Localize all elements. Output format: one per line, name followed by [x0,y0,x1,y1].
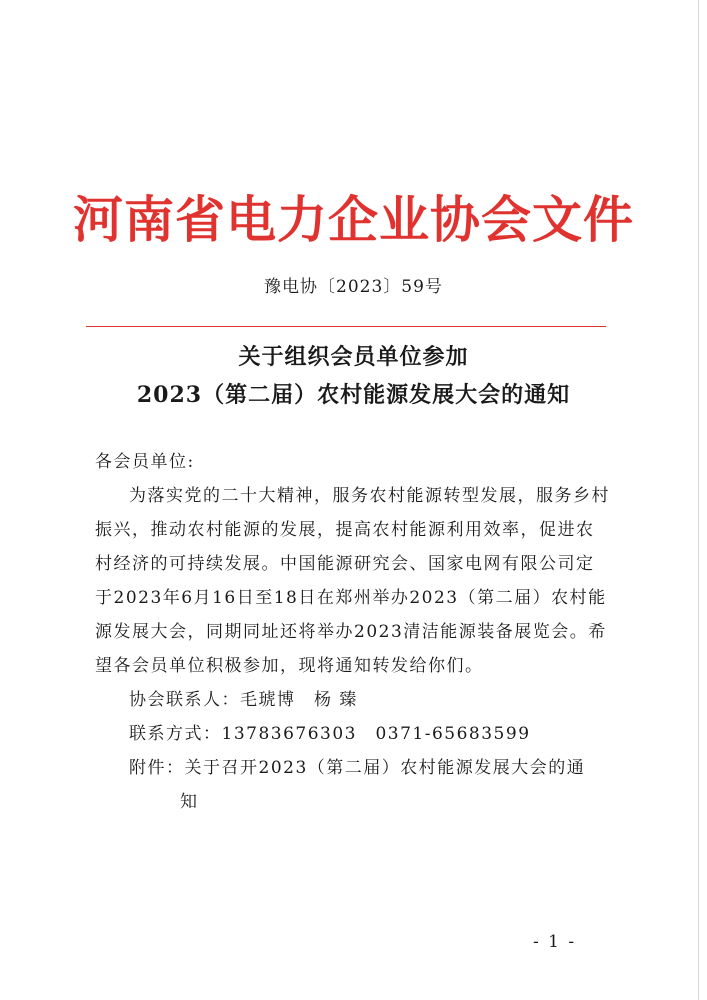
scan-edge-line [698,0,699,1000]
document-title-line-2: 2023（第二届）农村能源发展大会的通知 [136,382,571,408]
document-number: 豫电协〔2023〕59号 [264,277,443,297]
page-number: - 1 - [533,932,577,952]
attachment-label: 附件： [129,758,185,778]
attachment-line [95,751,610,819]
document-body [95,445,610,819]
contact-names: 毛琥博 杨 臻 [240,690,358,710]
organization-header: 河南省电力企业协会文件 [73,190,634,249]
phone-line [95,717,610,751]
contact-label: 协会联系人： [129,690,240,710]
main-paragraph: 为落实党的二十大精神，服务农村能源转型发展，服务乡村振兴，推动农村能源的发展，提高农村能源利用效率，促进农村经济的可持续发展。中国能源研究会、国家电网有限公司定于2023年6月16日至18日在郑州举办2023（第二届）农村能源发展大会，同期同址还将举办2023清洁能源装备展览会。希望各会员单位积极参加，现将通知转发给你们。 [95,486,610,676]
contact-line [95,683,610,717]
phone-label: 联系方式： [129,724,222,744]
red-divider [86,326,606,327]
document-title-line-1: 关于组织会员单位参加 [238,344,469,370]
phone-numbers: 13783676303 0371-65683599 [221,724,531,744]
attachment-title: 关于召开2023（第二届）农村能源发展大会的通 [184,758,586,778]
salutation: 各会员单位: [95,452,195,472]
attachment-title-continued: 知 [180,792,199,812]
